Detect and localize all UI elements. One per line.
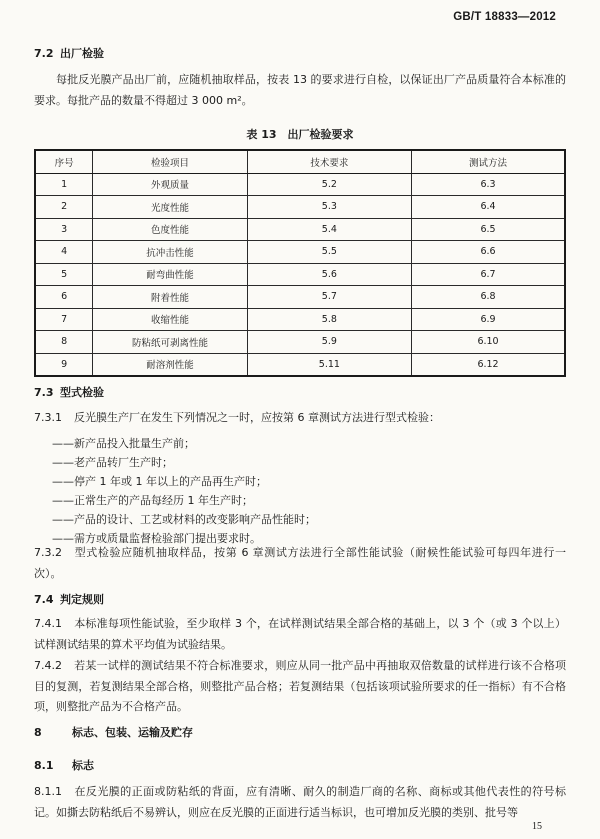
table-row [35, 218, 565, 241]
section-7-4-heading [34, 591, 104, 607]
clause-number: 7.4.1 [34, 617, 62, 630]
section-title: 判定规则 [60, 593, 104, 606]
table-cell: 6 [35, 286, 93, 309]
column-header: 序号 [35, 150, 93, 173]
table-cell: 5.11 [247, 353, 411, 376]
list-item: ——停产 1 年或 1 年以上的产品再生产时； [52, 475, 267, 488]
table-cell: 5.3 [247, 196, 411, 219]
table-cell: 5.6 [247, 263, 411, 286]
list-item: ——产品的设计、工艺或材料的改变影响产品性能时； [52, 513, 316, 526]
table-cell: 8 [35, 331, 93, 354]
section-number: 8.1 [34, 759, 54, 772]
page-number: 15 [532, 821, 542, 832]
table-cell: 5 [35, 263, 93, 286]
section-7-3-heading [34, 384, 104, 400]
clause-number: 7.3.1 [34, 411, 62, 424]
table-row [35, 263, 565, 286]
table-cell: 6.9 [412, 308, 565, 331]
table-cell: 2 [35, 196, 93, 219]
clause-8-1-1 [34, 782, 566, 823]
section-number: 7.4 [34, 593, 54, 606]
table-row [35, 353, 565, 376]
table-row [35, 331, 565, 354]
table-cell: 6.7 [412, 263, 565, 286]
table-cell: 外观质量 [93, 173, 247, 196]
table-cell: 抗冲击性能 [93, 241, 247, 264]
list-item: ——新产品投入批量生产前； [52, 437, 195, 450]
table-cell: 防粘纸可剥离性能 [93, 331, 247, 354]
table-row [35, 196, 565, 219]
table-cell: 4 [35, 241, 93, 264]
clause-text: 本标准每项性能试验，至少取样 3 个，在试样测试结果全部合格的基础上，以 3 个（或 3 个以上）试样测试结果的算术平均值为试验结果。 [34, 617, 566, 651]
table-cell: 5.5 [247, 241, 411, 264]
table-cell: 5.8 [247, 308, 411, 331]
table-cell: 5.2 [247, 173, 411, 196]
column-header: 技术要求 [247, 150, 411, 173]
section-title: 出厂检验 [60, 47, 104, 60]
list-item: ——需方或质量监督检验部门提出要求时。 [52, 532, 261, 545]
column-header: 检验项目 [93, 150, 247, 173]
column-header: 测试方法 [412, 150, 565, 173]
list-item: ——正常生产的产品每经历 1 年生产时； [52, 494, 253, 507]
clause-7-3-1 [34, 408, 566, 429]
table-cell: 耐溶剂性能 [93, 353, 247, 376]
section-8-heading [34, 724, 193, 740]
table-cell: 6.3 [412, 173, 565, 196]
table-cell: 附着性能 [93, 286, 247, 309]
clause-7-4-1 [34, 614, 566, 655]
list-item: ——老产品转厂生产时； [52, 456, 173, 469]
table-cell: 光度性能 [93, 196, 247, 219]
section-title: 标志、包装、运输及贮存 [72, 726, 193, 739]
clause-text: 反光膜生产厂在发生下列情况之一时，应按第 6 章测试方法进行型式检验： [74, 411, 440, 424]
clause-text: 若某一试样的测试结果不符合标准要求，则应从同一批产品中再抽取双倍数量的试样进行该不合格项目的复测，若复测结果全部合格，则整批产品合格；若复测结果（包括该项试验所要求的任一指标）有不合格项，则整批产品为不合格产品。 [34, 659, 566, 713]
table-row [35, 241, 565, 264]
clause-number: 8.1.1 [34, 785, 62, 798]
table-body [35, 173, 565, 376]
table-cell: 6.12 [412, 353, 565, 376]
table-cell: 耐弯曲性能 [93, 263, 247, 286]
section-number: 8 [34, 726, 42, 739]
table-cell: 6.4 [412, 196, 565, 219]
section-title: 型式检验 [60, 386, 104, 399]
clause-number: 7.3.2 [34, 546, 62, 559]
table-cell: 3 [35, 218, 93, 241]
table-cell: 色度性能 [93, 218, 247, 241]
table-cell: 9 [35, 353, 93, 376]
standard-code: GB/T 18833—2012 [453, 11, 556, 23]
section-7-2-heading [34, 45, 104, 61]
table-cell: 7 [35, 308, 93, 331]
table-row [35, 308, 565, 331]
table-cell: 收缩性能 [93, 308, 247, 331]
table-13-caption: 表 13 出厂检验要求 [246, 128, 354, 141]
condition-list [52, 434, 316, 548]
clause-number: 7.4.2 [34, 659, 62, 672]
table-cell: 1 [35, 173, 93, 196]
clause-7-4-2 [34, 656, 566, 718]
section-7-2-text: 每批反光膜产品出厂前，应随机抽取样品，按表 13 的要求进行自检，以保证出厂产品质量符合本标准的要求。每批产品的数量不得超过 3 000 m²。 [34, 73, 566, 107]
table-cell: 5.7 [247, 286, 411, 309]
section-number: 7.2 [34, 47, 54, 60]
table-cell: 5.9 [247, 331, 411, 354]
table-cell: 6.5 [412, 218, 565, 241]
table-cell: 6.10 [412, 331, 565, 354]
section-title: 标志 [72, 759, 94, 772]
table-row [35, 286, 565, 309]
clause-text: 型式检验应随机抽取样品，按第 6 章测试方法进行全部性能试验（耐候性能试验可每四年进行一次）。 [34, 546, 566, 580]
clause-7-3-2 [34, 543, 566, 584]
clause-text: 在反光膜的正面或防粘纸的背面，应有清晰、耐久的制造厂商的名称、商标或其他代表性的符号标记。如撕去防粘纸后不易辨认，则应在反光膜的正面进行适当标识，也可增加反光膜的类别、批号等 [34, 785, 566, 819]
table-row [35, 173, 565, 196]
table-cell: 5.4 [247, 218, 411, 241]
table-header-row [35, 150, 565, 173]
table-13 [34, 149, 566, 377]
table-cell: 6.6 [412, 241, 565, 264]
section-8-1-heading [34, 757, 94, 773]
section-number: 7.3 [34, 386, 54, 399]
table-cell: 6.8 [412, 286, 565, 309]
